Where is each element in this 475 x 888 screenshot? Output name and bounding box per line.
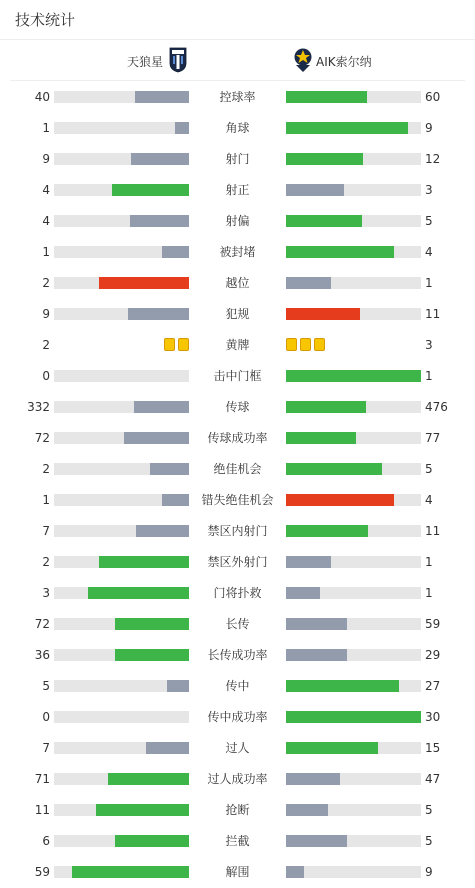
home-value: 7 bbox=[42, 741, 50, 755]
away-bar bbox=[286, 153, 363, 165]
away-bar bbox=[286, 556, 331, 568]
stat-row bbox=[0, 267, 475, 298]
stat-label: 长传 bbox=[225, 617, 250, 631]
stats-list bbox=[0, 81, 475, 887]
away-bar bbox=[286, 835, 347, 847]
stat-row bbox=[0, 794, 475, 825]
away-bar-track bbox=[286, 370, 421, 382]
home-cards bbox=[164, 338, 189, 352]
away-bar-track bbox=[286, 401, 421, 413]
home-bar-track bbox=[54, 866, 189, 878]
home-value: 72 bbox=[34, 431, 50, 445]
stat-row bbox=[0, 577, 475, 608]
away-value: 4 bbox=[425, 245, 433, 259]
away-value: 5 bbox=[425, 803, 433, 817]
home-bar bbox=[130, 215, 189, 227]
home-bar bbox=[128, 308, 189, 320]
stat-row bbox=[0, 639, 475, 670]
home-value: 1 bbox=[42, 121, 50, 135]
away-bar bbox=[286, 649, 347, 661]
away-bar bbox=[286, 184, 344, 196]
home-bar-track bbox=[54, 556, 189, 568]
home-bar-track bbox=[54, 680, 189, 692]
stat-row bbox=[0, 515, 475, 546]
away-bar-track bbox=[286, 742, 421, 754]
home-value: 1 bbox=[42, 245, 50, 259]
away-bar-track bbox=[286, 649, 421, 661]
home-bar bbox=[99, 277, 189, 289]
away-value: 3 bbox=[425, 183, 433, 197]
away-bar-track bbox=[286, 153, 421, 165]
home-value: 1 bbox=[42, 493, 50, 507]
away-bar-track bbox=[286, 680, 421, 692]
home-bar-track bbox=[54, 711, 189, 723]
away-value: 59 bbox=[425, 617, 441, 631]
away-value: 77 bbox=[425, 431, 441, 445]
stat-row bbox=[0, 825, 475, 856]
stat-label: 过人成功率 bbox=[207, 772, 268, 786]
away-bar-track bbox=[286, 246, 421, 258]
away-bar-track bbox=[286, 773, 421, 785]
away-team-logo-icon bbox=[292, 47, 314, 76]
away-value: 1 bbox=[425, 555, 433, 569]
stat-row bbox=[0, 453, 475, 484]
away-bar bbox=[286, 866, 304, 878]
stat-label: 长传成功率 bbox=[207, 648, 268, 662]
home-bar-track bbox=[54, 804, 189, 816]
away-bar-track bbox=[286, 556, 421, 568]
stat-label: 越位 bbox=[225, 276, 250, 290]
away-bar-track bbox=[286, 804, 421, 816]
away-bar-track bbox=[286, 494, 421, 506]
yellow-card-icon bbox=[300, 338, 311, 351]
home-bar bbox=[134, 401, 189, 413]
away-bar bbox=[286, 494, 394, 506]
stat-label: 门将扑救 bbox=[213, 586, 262, 600]
home-bar bbox=[167, 680, 189, 692]
yellow-card-icon bbox=[314, 338, 325, 351]
home-value: 3 bbox=[42, 586, 50, 600]
stat-label: 解围 bbox=[225, 865, 250, 879]
away-bar bbox=[286, 246, 394, 258]
home-bar bbox=[108, 773, 189, 785]
home-value: 9 bbox=[42, 307, 50, 321]
home-bar bbox=[175, 122, 189, 134]
away-bar bbox=[286, 525, 368, 537]
stat-label: 传中 bbox=[225, 679, 250, 693]
stat-label: 传中成功率 bbox=[207, 710, 268, 724]
away-value: 12 bbox=[425, 152, 441, 166]
home-value: 2 bbox=[42, 462, 50, 476]
home-bar-track bbox=[54, 91, 189, 103]
away-team[interactable] bbox=[292, 41, 372, 81]
home-bar bbox=[146, 742, 189, 754]
stat-label: 传球 bbox=[225, 400, 250, 414]
home-bar bbox=[162, 494, 189, 506]
stat-row bbox=[0, 329, 475, 360]
home-value: 9 bbox=[42, 152, 50, 166]
home-bar-track bbox=[54, 122, 189, 134]
away-value: 15 bbox=[425, 741, 441, 755]
home-bar bbox=[162, 246, 189, 258]
away-bar bbox=[286, 308, 360, 320]
away-value: 476 bbox=[425, 400, 448, 414]
home-value: 332 bbox=[27, 400, 50, 414]
away-bar-track bbox=[286, 463, 421, 475]
stat-row bbox=[0, 484, 475, 515]
stat-label: 角球 bbox=[225, 121, 250, 135]
stat-label: 被封堵 bbox=[219, 245, 256, 259]
stat-label: 抢断 bbox=[225, 803, 250, 817]
stat-row bbox=[0, 670, 475, 701]
home-bar-track bbox=[54, 184, 189, 196]
stat-row bbox=[0, 763, 475, 794]
away-bar-track bbox=[286, 587, 421, 599]
home-bar bbox=[135, 91, 189, 103]
away-bar-track bbox=[286, 866, 421, 878]
away-bar bbox=[286, 804, 328, 816]
home-bar-track bbox=[54, 432, 189, 444]
home-value: 71 bbox=[34, 772, 50, 786]
home-value: 0 bbox=[42, 369, 50, 383]
home-team-logo-icon bbox=[169, 47, 187, 76]
stat-label: 禁区外射门 bbox=[207, 555, 268, 569]
stat-row bbox=[0, 701, 475, 732]
away-value: 9 bbox=[425, 865, 433, 879]
away-value: 60 bbox=[425, 90, 441, 104]
home-value: 6 bbox=[42, 834, 50, 848]
home-bar bbox=[72, 866, 189, 878]
away-bar bbox=[286, 618, 347, 630]
home-bar-track bbox=[54, 370, 189, 382]
home-bar bbox=[136, 525, 189, 537]
home-team[interactable] bbox=[127, 41, 187, 81]
away-bar-track bbox=[286, 835, 421, 847]
teams-row bbox=[10, 41, 465, 81]
away-bar-track bbox=[286, 432, 421, 444]
home-bar-track bbox=[54, 215, 189, 227]
home-team-name: 天狼星 bbox=[126, 54, 163, 69]
away-bar bbox=[286, 587, 320, 599]
home-bar bbox=[115, 835, 189, 847]
stat-row bbox=[0, 732, 475, 763]
home-bar bbox=[96, 804, 189, 816]
stat-row bbox=[0, 608, 475, 639]
stat-label: 控球率 bbox=[219, 90, 256, 104]
home-bar bbox=[131, 153, 189, 165]
away-value: 5 bbox=[425, 214, 433, 228]
home-bar bbox=[112, 184, 189, 196]
home-bar-track bbox=[54, 494, 189, 506]
page-title: 技术统计 bbox=[15, 11, 76, 29]
home-bar bbox=[124, 432, 189, 444]
home-bar bbox=[99, 556, 189, 568]
stat-row bbox=[0, 360, 475, 391]
yellow-card-icon bbox=[164, 338, 175, 351]
home-bar-track bbox=[54, 308, 189, 320]
stat-label: 拦截 bbox=[225, 834, 250, 848]
away-bar bbox=[286, 401, 366, 413]
home-bar-track bbox=[54, 649, 189, 661]
home-bar-track bbox=[54, 401, 189, 413]
away-bar bbox=[286, 277, 331, 289]
home-value: 59 bbox=[34, 865, 50, 879]
home-value: 2 bbox=[42, 338, 50, 352]
away-bar-track bbox=[286, 184, 421, 196]
away-bar bbox=[286, 370, 421, 382]
stat-label: 禁区内射门 bbox=[207, 524, 268, 538]
home-bar-track bbox=[54, 463, 189, 475]
away-value: 1 bbox=[425, 276, 433, 290]
stat-row bbox=[0, 422, 475, 453]
stat-label: 射正 bbox=[225, 183, 250, 197]
stat-row bbox=[0, 205, 475, 236]
home-bar bbox=[150, 463, 189, 475]
away-value: 27 bbox=[425, 679, 441, 693]
home-bar-track bbox=[54, 153, 189, 165]
home-bar-track bbox=[54, 618, 189, 630]
stat-label: 击中门框 bbox=[213, 369, 262, 383]
yellow-card-icon bbox=[286, 338, 297, 351]
home-bar-track bbox=[54, 277, 189, 289]
away-value: 29 bbox=[425, 648, 441, 662]
home-bar-track bbox=[54, 525, 189, 537]
stat-row bbox=[0, 391, 475, 422]
away-value: 3 bbox=[425, 338, 433, 352]
away-bar-track bbox=[286, 91, 421, 103]
stat-row bbox=[0, 546, 475, 577]
away-bar bbox=[286, 773, 340, 785]
stat-label: 错失绝佳机会 bbox=[201, 493, 274, 507]
home-bar-track bbox=[54, 773, 189, 785]
away-bar bbox=[286, 91, 367, 103]
stat-row bbox=[0, 143, 475, 174]
home-bar bbox=[115, 649, 189, 661]
away-value: 30 bbox=[425, 710, 441, 724]
home-bar-track bbox=[54, 742, 189, 754]
away-cards bbox=[286, 338, 325, 352]
home-value: 7 bbox=[42, 524, 50, 538]
yellow-card-icon bbox=[178, 338, 189, 351]
away-bar-track bbox=[286, 711, 421, 723]
away-value: 5 bbox=[425, 462, 433, 476]
away-bar-track bbox=[286, 618, 421, 630]
away-bar-track bbox=[286, 277, 421, 289]
away-bar bbox=[286, 711, 421, 723]
stat-label: 犯规 bbox=[225, 307, 250, 321]
away-bar-track bbox=[286, 215, 421, 227]
away-bar bbox=[286, 122, 408, 134]
stat-label: 绝佳机会 bbox=[213, 462, 262, 476]
home-value: 40 bbox=[34, 90, 50, 104]
home-value: 0 bbox=[42, 710, 50, 724]
home-value: 4 bbox=[42, 214, 50, 228]
away-bar bbox=[286, 680, 399, 692]
home-value: 2 bbox=[42, 555, 50, 569]
home-bar-track bbox=[54, 246, 189, 258]
home-value: 4 bbox=[42, 183, 50, 197]
away-value: 47 bbox=[425, 772, 441, 786]
stats-header bbox=[0, 0, 475, 40]
stat-row bbox=[0, 298, 475, 329]
stat-row bbox=[0, 112, 475, 143]
stat-row bbox=[0, 81, 475, 112]
stat-label: 射偏 bbox=[225, 214, 250, 228]
away-bar-track bbox=[286, 122, 421, 134]
home-value: 2 bbox=[42, 276, 50, 290]
stat-row bbox=[0, 856, 475, 887]
away-value: 11 bbox=[425, 524, 441, 538]
home-bar bbox=[115, 618, 189, 630]
away-value: 5 bbox=[425, 834, 433, 848]
home-value: 5 bbox=[42, 679, 50, 693]
home-value: 11 bbox=[34, 803, 50, 817]
away-bar bbox=[286, 432, 356, 444]
stat-label: 传球成功率 bbox=[207, 431, 268, 445]
away-bar-track bbox=[286, 308, 421, 320]
home-bar bbox=[88, 587, 189, 599]
stat-label: 过人 bbox=[225, 741, 250, 755]
away-bar bbox=[286, 215, 362, 227]
away-team-name: AIK索尔纳 bbox=[316, 54, 372, 69]
stat-label: 黄牌 bbox=[225, 338, 250, 352]
stat-row bbox=[0, 236, 475, 267]
stat-row bbox=[0, 174, 475, 205]
home-bar-track bbox=[54, 835, 189, 847]
away-bar-track bbox=[286, 525, 421, 537]
away-value: 11 bbox=[425, 307, 441, 321]
away-bar bbox=[286, 742, 378, 754]
home-value: 36 bbox=[34, 648, 50, 662]
away-value: 4 bbox=[425, 493, 433, 507]
stat-label: 射门 bbox=[225, 152, 250, 166]
away-value: 1 bbox=[425, 369, 433, 383]
home-bar-track bbox=[54, 587, 189, 599]
away-value: 1 bbox=[425, 586, 433, 600]
away-bar bbox=[286, 463, 382, 475]
home-value: 72 bbox=[34, 617, 50, 631]
away-value: 9 bbox=[425, 121, 433, 135]
